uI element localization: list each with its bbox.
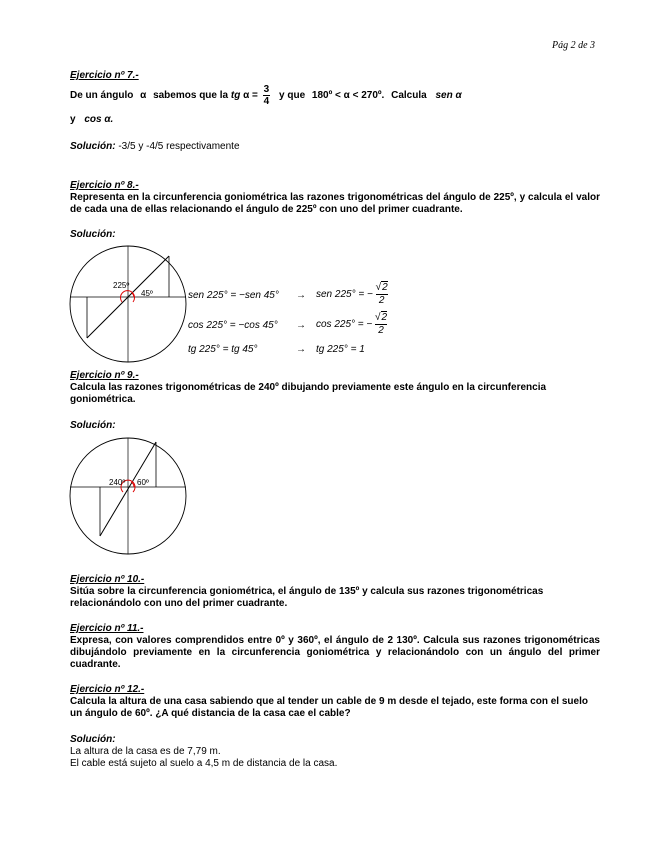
label-225: 225º: [113, 281, 130, 290]
ex7-line2-y: y: [70, 114, 76, 125]
exercise-9-statement: Calcula las razones trigonométricas de 240º dibujando previamente este ángulo en la circunferencia goniométrica.: [70, 382, 547, 405]
exercise-8-solution-label: Solución:: [70, 229, 116, 240]
unit-circle-240: [66, 434, 191, 559]
eq1-sqrt: √2: [375, 282, 388, 293]
label-240: 240º: [109, 478, 126, 487]
eq2-den: 2: [378, 325, 384, 336]
ex7-and: y que: [279, 90, 306, 101]
exercise-12-answer-1: La altura de la casa es de 7,79 m.: [70, 746, 221, 757]
ex7-equals: =: [252, 90, 258, 101]
ex7-solution-text: -3/5 y -4/5 respectivamente: [115, 141, 240, 152]
eq2-right: [316, 312, 387, 337]
eq3-arrow: →: [296, 344, 306, 355]
angle-arc-225: [121, 291, 135, 302]
ex7-fraction: [263, 84, 271, 107]
ex7-calc: Calcula: [391, 90, 427, 101]
exercise-7-title: Ejercicio nº 7.-: [70, 70, 139, 81]
eq2-sqrt: √2: [375, 312, 388, 323]
exercise-11-statement: Expresa, con valores comprendidos entre 0º y 360º, el ángulo de 2 130º. Calcula sus razones trigonométricas dibujándolo previamente en la circunferencia goniométrica y relacionándolo con un ángulo del primer cuadrante.: [70, 635, 600, 670]
eq1-right: [316, 282, 388, 307]
exercise-7-line2: [70, 114, 113, 125]
exercise-10-title: Ejercicio nº 10.-: [70, 574, 145, 585]
eq1-sqrt-fraction: [376, 282, 388, 307]
eq1-arrow: →: [296, 290, 306, 301]
ex7-fraction-den: 4: [263, 96, 270, 107]
eq2-left: cos 225° = −cos 45°: [188, 320, 278, 331]
eq1-den: 2: [378, 295, 385, 306]
exercise-12-statement: Calcula la altura de una casa sabiendo que al tender un cable de 9 m desde el tejado, este forma con el suelo un ángulo de 60º. ¿A qué distancia de la casa cae el cable?: [70, 696, 588, 719]
ex7-sen: sen α: [435, 90, 462, 101]
exercise-10-statement: Sitúa sobre la circunferencia goniométrica, el ángulo de 135º y calcula sus razones trigonométricas relacionándolo con uno del primer cuadrante.: [70, 586, 544, 609]
eq1-radicand: 2: [382, 282, 388, 293]
unit-circle-225: [66, 242, 191, 367]
ex7-range: 180º < α < 270º.: [311, 90, 385, 101]
ex7-solution-label: Solución:: [70, 141, 116, 152]
ex7-alpha: α: [140, 90, 147, 101]
exercise-12-title: Ejercicio nº 12.-: [70, 684, 145, 695]
exercise-7-statement: [70, 84, 462, 107]
exercise-8-title: Ejercicio nº 8.-: [70, 180, 139, 191]
exercise-9-title: Ejercicio nº 9.-: [70, 370, 139, 381]
exercise-12-answer-2: El cable está sujeto al suelo a 4,5 m de distancia de la casa.: [70, 758, 338, 769]
exercise-12-solution-label: Solución:: [70, 734, 116, 745]
label-45: 45º: [141, 289, 153, 298]
page-number: Pág 2 de 3: [552, 40, 596, 51]
eq3-left: tg 225° = tg 45°: [188, 344, 258, 355]
exercise-9-solution-label: Solución:: [70, 420, 116, 431]
label-60: 60º: [137, 478, 149, 487]
eq1-right-text: sen 225° = −: [316, 289, 373, 300]
eq1-left: sen 225° = −sen 45°: [188, 290, 279, 301]
eq2-arrow: →: [296, 320, 306, 331]
ex7-fraction-num: 3: [263, 84, 270, 95]
exercise-11-title: Ejercicio nº 11.-: [70, 623, 144, 634]
ex7-alpha-2: α: [243, 90, 250, 101]
ex7-tg: tg: [230, 90, 241, 101]
ex7-intro: De un ángulo: [70, 90, 134, 101]
ex7-cos: cos α.: [84, 114, 114, 125]
eq2-sqrt-fraction: [375, 312, 387, 337]
exercise-7-solution: [70, 141, 240, 152]
eq3-right: tg 225° = 1: [316, 344, 365, 355]
ex7-know: sabemos que la: [153, 90, 229, 101]
exercise-8-statement: Representa en la circunferencia goniométrica las razones trigonométricas del ángulo de 225º, y calcula el valor de cada una de ellas relacionando el ángulo de 225º con uno del primer cuadrante.: [70, 192, 600, 215]
eq2-right-text: cos 225° = −: [316, 319, 373, 330]
eq2-radicand: 2: [381, 312, 388, 323]
